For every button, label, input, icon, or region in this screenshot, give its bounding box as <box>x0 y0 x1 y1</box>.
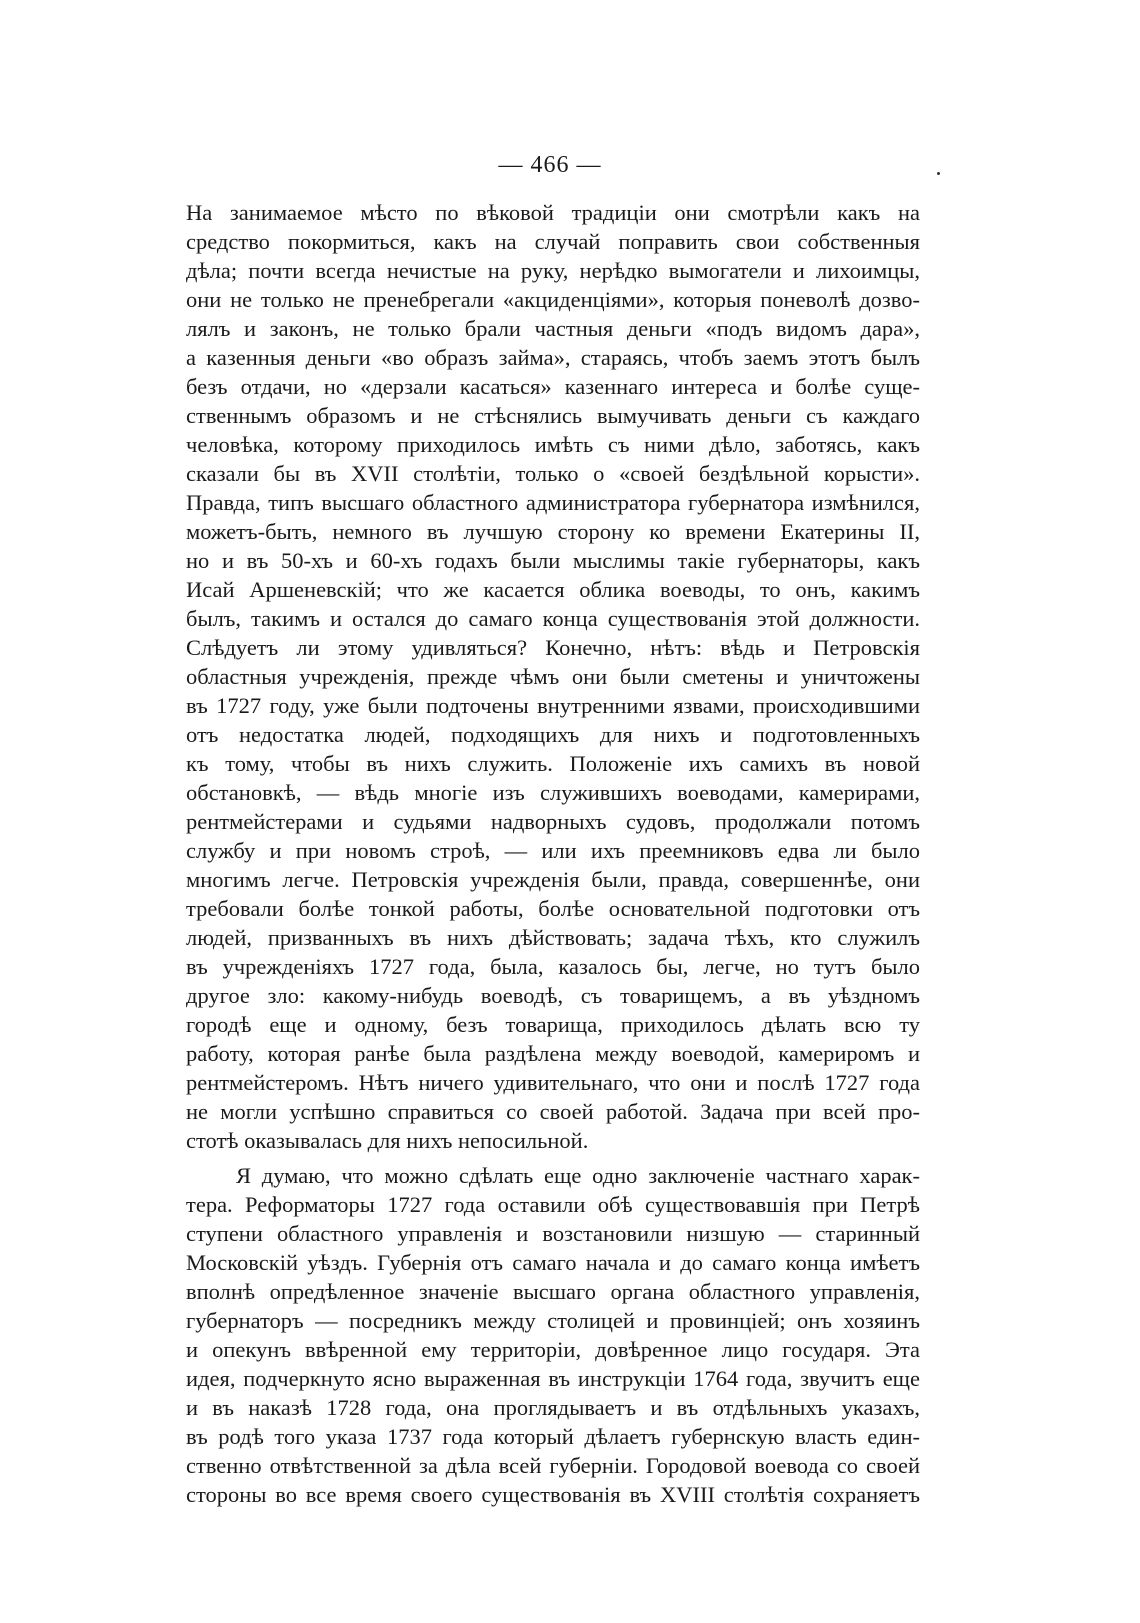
text-line: средство покормиться, какъ на случай поправить свои собственныя <box>186 229 920 254</box>
text-line: и опекунъ ввѣренной ему территоріи, довѣренное лицо государя. Эта <box>186 1337 920 1362</box>
text-line: людей, призванныхъ въ нихъ дѣйствовать; задача тѣхъ, кто служилъ <box>186 925 920 950</box>
text-line: идея, подчеркнуто ясно выраженная въ инструкціи 1764 года, звучитъ еще <box>186 1366 920 1391</box>
text-line: къ тому, чтобы въ нихъ служить. Положеніе ихъ самихъ въ новой <box>186 751 920 776</box>
text-line: рентмейстеромъ. Нѣтъ ничего удивительнаго, что они и послѣ 1727 года <box>186 1070 920 1095</box>
text-line: областныя учрежденія, прежде чѣмъ они были сметены и уничтожены <box>186 664 920 689</box>
body-text <box>186 198 920 1509</box>
text-line: стотѣ оказывалась для нихъ непосильной. <box>186 1128 589 1153</box>
text-line: На занимаемое мѣсто по вѣковой традиціи они смотрѣли какъ на <box>186 200 920 225</box>
text-line: другое зло: какому-нибудь воеводѣ, съ товарищемъ, а въ уѣздномъ <box>186 983 920 1008</box>
text-line: губернаторъ — посредникъ между столицей и провинціей; онъ хозяинъ <box>186 1308 920 1333</box>
text-line: службу и при новомъ строѣ, — или ихъ преемниковъ едва ли было <box>186 838 920 863</box>
text-line: можетъ-быть, немного въ лучшую сторону ко времени Екатерины II, <box>186 519 920 544</box>
text-line: многимъ легче. Петровскія учрежденія были, правда, совершеннѣе, они <box>186 867 920 892</box>
text-line: ственно отвѣтственной за дѣла всей губерніи. Городовой воевода со своей <box>186 1453 920 1478</box>
text-line: отъ недостатка людей, подходящихъ для нихъ и подготовленныхъ <box>186 722 920 747</box>
text-line: тера. Реформаторы 1727 года оставили обѣ существовавшія при Петрѣ <box>186 1192 920 1217</box>
text-line: Исай Аршеневскій; что же касается облика воеводы, то онъ, какимъ <box>186 577 920 602</box>
text-line: ственнымъ образомъ и не стѣснялись вымучивать деньги съ каждаго <box>186 403 920 428</box>
text-line: рентмейстерами и судьями надворныхъ судовъ, продолжали потомъ <box>186 809 920 834</box>
page-number: — 466 — <box>498 152 602 178</box>
text-line: безъ отдачи, но «дерзали касаться» казеннаго интереса и болѣе суще- <box>186 374 920 399</box>
text-line: былъ, такимъ и остался до самаго конца существованія этой должности. <box>186 606 920 631</box>
text-line: работу, которая ранѣе была раздѣлена между воеводой, камериромъ и <box>186 1041 920 1066</box>
text-line: городѣ еще и одному, безъ товарища, приходилось дѣлать всю ту <box>186 1012 920 1037</box>
text-line: требовали болѣе тонкой работы, болѣе основательной подготовки отъ <box>186 896 920 921</box>
paragraph-1 <box>186 198 920 1155</box>
text-line: вполнѣ опредѣленное значеніе высшаго органа областного управленія, <box>186 1279 920 1304</box>
text-line: лялъ и законъ, не только брали частныя деньги «подъ видомъ дара», <box>186 316 920 341</box>
text-line: человѣка, которому приходилось имѣть съ ними дѣло, заботясь, какъ <box>186 432 920 457</box>
text-line: Московскій уѣздъ. Губернія отъ самаго начала и до самаго конца имѣетъ <box>186 1250 920 1275</box>
text-line: стороны во все время своего существованія въ XVIII столѣтія сохраняетъ <box>186 1482 920 1507</box>
text-line: ступени областного управленія и возстановили низшую — старинный <box>186 1221 920 1246</box>
text-line: и въ наказѣ 1728 года, она проглядываетъ и въ отдѣльныхъ указахъ, <box>186 1395 920 1420</box>
text-line: сказали бы въ XVII столѣтіи, только о «своей бездѣльной корысти». <box>186 461 920 486</box>
text-line: Правда, типъ высшаго областного администратора губернатора измѣнился, <box>186 490 920 515</box>
text-line: а казенныя деньги «во образъ займа», стараясь, чтобъ заемъ этотъ былъ <box>186 345 920 370</box>
text-line: Слѣдуетъ ли этому удивляться? Конечно, нѣтъ: вѣдь и Петровскія <box>186 635 920 660</box>
paragraph-2 <box>186 1161 920 1509</box>
text-line: не могли успѣшно справиться со своей работой. Задача при всей про- <box>186 1099 920 1124</box>
text-line: дѣла; почти всегда нечистые на руку, нерѣдко вымогатели и лихоимцы, <box>186 258 920 283</box>
text-line: въ 1727 году, уже были подточены внутренними язвами, происходившими <box>186 693 920 718</box>
text-line: Я думаю, что можно сдѣлать еще одно заключеніе частнаго харак- <box>236 1163 920 1188</box>
text-line: обстановкѣ, — вѣдь многіе изъ служившихъ воеводами, камерирами, <box>186 780 920 805</box>
text-line: въ родѣ того указа 1737 года который дѣлаетъ губернскую власть един- <box>186 1424 920 1449</box>
text-line: но и въ 50-хъ и 60-хъ годахъ были мыслимы такіе губернаторы, какъ <box>186 548 920 573</box>
ink-speck <box>937 172 940 175</box>
text-line: въ учрежденіяхъ 1727 года, была, казалось бы, легче, но тутъ было <box>186 954 920 979</box>
text-line: они не только не пренебрегали «акциденціями», которыя поневолѣ дозво- <box>186 287 920 312</box>
